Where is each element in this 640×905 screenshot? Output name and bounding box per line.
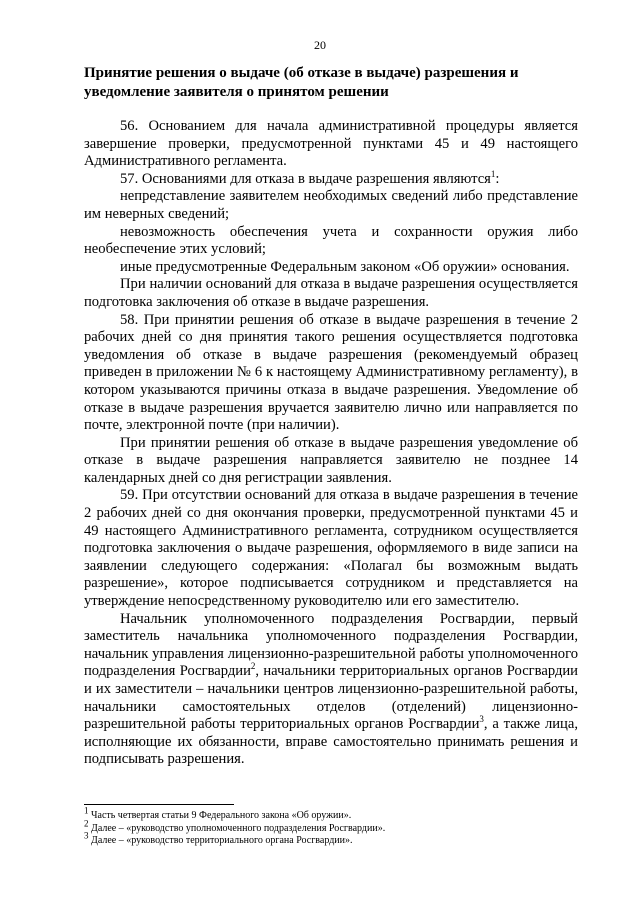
paragraph: Начальник уполномоченного подразделения Росгвардии, первый заместитель начальника уполномоченного подразделения Росгвардии, начальник управления лицензионно-разрешительной работы уполномоченного подразделения Росгвардии$^2$, начальники территориальных органов Росгвардии и их заместители – начальники центров лицензионно-разрешительной работы, начальники самостоятельных отделов (отделений) лицензионно-разрешительной работы территориальных органов Росгвардии$^3$, а также лица, исполняющие их обязанности, вправе самостоятельно принимать решения и подписывать разрешения. xyxy=(84,610,578,768)
section-heading: Принятие решения о выдаче (об отказе в выдаче) разрешения и уведомление заявителя о принятом решении xyxy=(84,65,519,100)
paragraph: При наличии оснований для отказа в выдаче разрешения осуществляется подготовка заключения об отказе в выдаче разрешения. xyxy=(84,276,578,310)
paragraph: непредставление заявителем необходимых сведений либо представление им неверных сведений; xyxy=(84,188,578,222)
paragraph: При принятии решения об отказе в выдаче разрешения уведомление об отказе в выдаче разрешения направляется заявителю не позднее 14 календарных дней со дня регистрации заявления. xyxy=(84,434,578,486)
footnote-ref: 2 xyxy=(250,661,256,672)
paragraph: 57. Основаниями для отказа в выдаче разрешения являются$^1$: xyxy=(120,168,500,187)
footnotes xyxy=(84,805,578,848)
paragraph: 56. Основанием для начала административной процедуры является завершение проверки, предусмотренной пунктами 45 и 49 настоящего Административного регламента. xyxy=(84,118,578,170)
paragraph: невозможность обеспечения учета и сохранности оружия либо необеспечение этих условий; xyxy=(84,223,578,258)
footnote: $^2$ Далее – «руководство уполномоченного подразделения Росгвардии». xyxy=(84,818,386,834)
paragraph: 58. При принятии решения об отказе в выдаче разрешения в течение 2 рабочих дней со дня принятия такого решения осуществляется подготовка уведомления об отказе в выдаче разрешения (рекомендуемый образец приведен в приложении № 6 к настоящему Административному регламенту), в котором указываются причины отказа в выдаче разрешения. Уведомление об отказе в выдаче разрешения вручается заявителю лично или направляется по почте, электронной почте (при наличии). xyxy=(84,311,578,434)
footnote-ref: 1 xyxy=(490,168,496,179)
footnote-ref: 3 xyxy=(479,714,484,725)
paragraph: иные предусмотренные Федеральным законом «Об оружии» основания. xyxy=(120,258,570,275)
page-number: 20 xyxy=(314,38,326,52)
footnote: $^1$ Часть четвертая статьи 9 Федерального закона «Об оружии». xyxy=(84,805,352,821)
footnote: $^3$ Далее – «руководство территориального органа Росгвардии». xyxy=(84,830,353,846)
paragraph: 59. При отсутствии оснований для отказа в выдаче разрешения в течение 2 рабочих дней со дня окончания проверки, предусмотренной пунктами 45 и 49 настоящего Административного регламента, сотрудником осуществляется подготовка заключения о выдаче разрешения, оформляемого в виде записи на заявлении следующего содержания: «Полагал бы возможным выдать разрешение», которое подписывается сотрудником и представляется на утверждение непосредственному руководителю или его заместителю. xyxy=(84,487,578,610)
body-text xyxy=(84,118,578,769)
footnote-divider xyxy=(84,804,234,805)
